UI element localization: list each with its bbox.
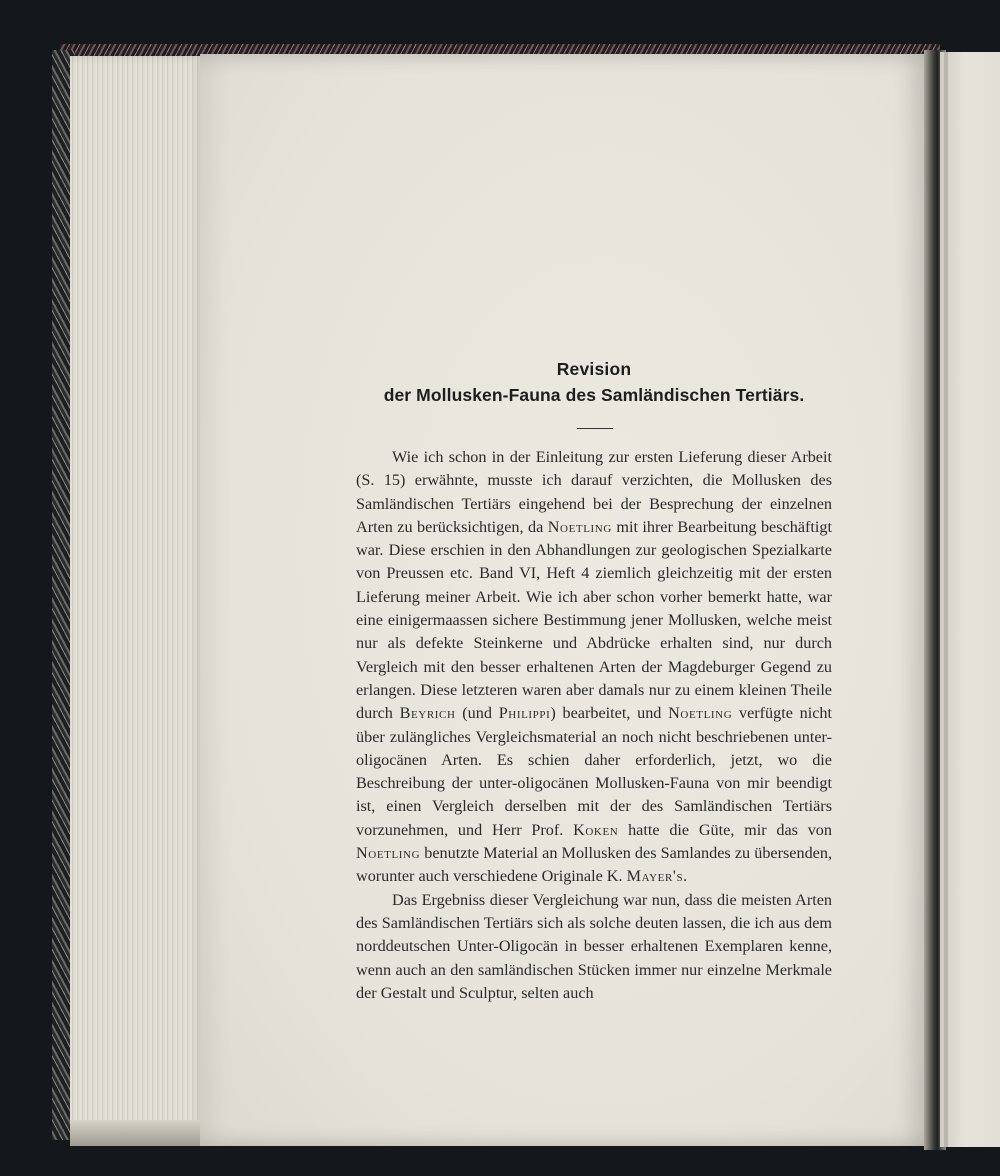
text-run: hatte die Güte, mir das von (618, 820, 832, 839)
text-run: . (683, 867, 688, 886)
article-title-line-2: der Mollusken-Fauna des Samländischen Tertiärs. (383, 385, 805, 405)
body-text (356, 446, 832, 1005)
paragraph (356, 889, 832, 1005)
text-run: verfügte nicht über zulängliches Vergleichsmaterial an noch nicht beschriebenen unter-oligocänen Arten. Es schien daher erforderlich, jetzt, wo die Beschreibung der unter-oligocänen Mollusken-Fauna von mir beendigt ist, einen Vergleich derselben mit der des Samländischen Tertiärs vorzunehmen, und Herr Prof. (356, 704, 833, 839)
author-name: Noetling (356, 844, 421, 863)
text-run: Wie ich schon in der Einleitung zur ersten Lieferung dieser Arbeit (S. 15) erwähnte, musste ich darauf verzichten, die Mollusken des Samländischen Tertiärs eingehend bei der Besprechung der einzelnen Arten zu berücksichtigen, da (356, 448, 832, 536)
text-run: benutzte Material an Mollusken des Samlandes zu übersenden, worunter auch verschiedene Originale K. (356, 844, 832, 886)
book-page (200, 54, 932, 1146)
facing-page-edge (940, 52, 1000, 1147)
author-name: Koken (573, 820, 619, 839)
page-stack-bottom (70, 1120, 205, 1146)
facing-page-shadow (944, 52, 948, 1147)
author-name: Philippi (498, 704, 551, 723)
author-name: Noetling (668, 704, 733, 723)
text-run: (und (455, 704, 499, 723)
text-run: mit ihrer Bearbeitung beschäftigt war. Diese erschien in den Abhandlungen zur geologischen Spezialkarte von Preussen etc. Band VI, Heft 4 ziemlich gleichzeitig mit der ersten Lieferung meiner Arbeit. Wie ich aber schon vorher bemerkt hatte, war eine einigermaassen sichere Bestimmung jener Mollusken, welche meist nur als defekte Steinkerne und Abdrücke erhalten sind, nur durch Vergleich mit den besser erhaltenen Arten der Magdeburger Gegend zu erlangen. Diese letzteren waren aber damals nur zu einem kleinen Theile durch (356, 517, 832, 723)
article-title-line-1: Revision (556, 359, 632, 379)
title-divider (577, 428, 613, 429)
text-run: ) bearbeitet, und (550, 704, 669, 723)
author-name: Noetling (547, 517, 612, 536)
page-stack-edge (70, 56, 205, 1142)
author-name: Beyrich (399, 704, 456, 723)
paragraph (356, 446, 832, 889)
text-run: Das Ergebniss dieser Vergleichung war nun, dass die meisten Arten des Samländischen Tertiärs sich als solche deuten lassen, die ich aus dem norddeutschen Unter-Oligocän in besser erhaltenen Exemplaren kenne, wenn auch an den samländischen Stücken immer nur einzelne Merkmale der Gestalt und Sculptur, selten auch (356, 890, 832, 1002)
author-name: Mayer's (626, 867, 684, 886)
